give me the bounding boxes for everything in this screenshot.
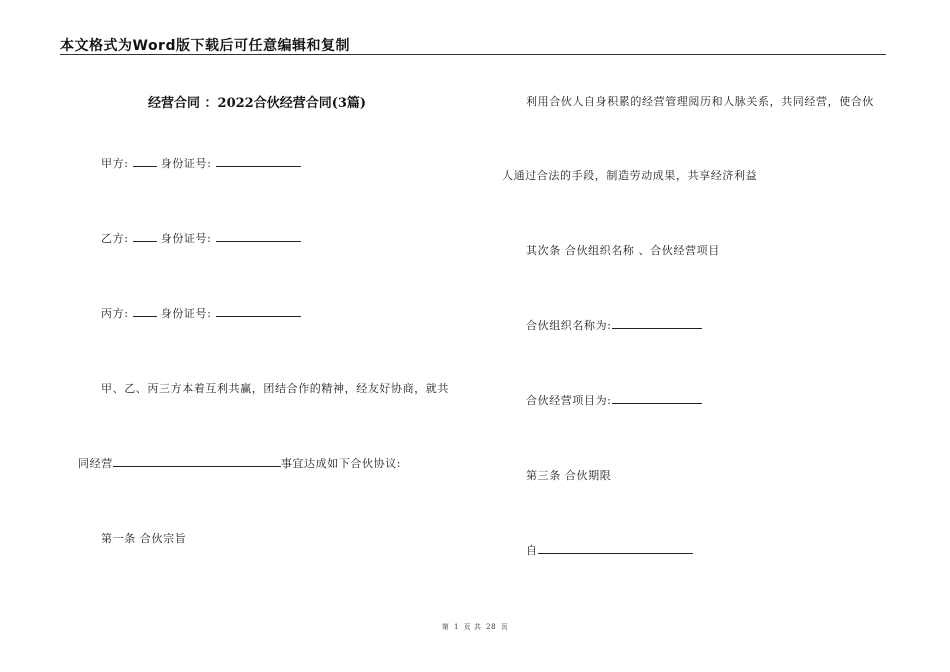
party-c-label: 丙方: [101, 307, 129, 320]
party-a-name-blank [133, 156, 157, 167]
party-b-label: 乙方: [101, 232, 129, 245]
party-c-id-blank [216, 306, 301, 317]
article-2-heading: 其次条 合伙组织名称 、合伙经营项目 [526, 244, 720, 257]
project-line [526, 392, 702, 408]
article-1-heading: 第一条 合伙宗旨 [101, 532, 187, 545]
party-c-id-label: 身份证号: [160, 307, 212, 320]
org-name-label: 合伙组织名称为: [526, 319, 612, 332]
agreement-paragraph-line2 [78, 455, 401, 471]
project-blank [612, 393, 702, 404]
purpose-paragraph-line1: 利用合伙人自身积累的经营管理阅历和人脉关系，共同经营，使合伙 [526, 95, 874, 108]
footer-mid: 页 共 [463, 623, 482, 631]
page-footer [0, 622, 950, 632]
term-from-blank [538, 543, 693, 554]
party-c-line [101, 305, 301, 321]
document-header: 本文格式为Word版下载后可任意编辑和复制 [60, 38, 350, 54]
footer-page-number: 1 [453, 623, 459, 631]
footer-prefix: 第 [441, 623, 450, 631]
agreement-paragraph-line1: 甲、乙、丙三方本着互利共赢，团结合作的精神，经友好协商，就共 [101, 382, 449, 395]
header-divider [60, 54, 886, 55]
article-3-heading: 第三条 合伙期限 [526, 469, 612, 482]
business-suffix: 事宜达成如下合伙协议: [280, 457, 402, 470]
document-title: 经营合同 ：2022合伙经营合同(3篇) [148, 96, 367, 111]
party-b-name-blank [133, 231, 157, 242]
party-a-id-label: 身份证号: [160, 157, 212, 170]
footer-suffix: 页 [500, 623, 509, 631]
org-name-line [526, 317, 702, 333]
party-c-name-blank [133, 306, 157, 317]
project-label: 合伙经营项目为: [526, 394, 612, 407]
term-from-label: 自 [526, 544, 538, 557]
business-prefix: 同经营 [78, 457, 113, 470]
org-name-blank [612, 318, 702, 329]
business-blank [113, 456, 281, 467]
party-a-id-blank [216, 156, 301, 167]
party-a-label: 甲方: [101, 157, 129, 170]
term-from-line [526, 542, 693, 558]
footer-total-pages: 28 [486, 623, 497, 631]
party-a-line [101, 155, 301, 171]
party-b-id-blank [216, 231, 301, 242]
party-b-id-label: 身份证号: [160, 232, 212, 245]
purpose-paragraph-line2: 人通过合法的手段，制造劳动成果，共享经济利益 [502, 169, 758, 182]
party-b-line [101, 230, 301, 246]
